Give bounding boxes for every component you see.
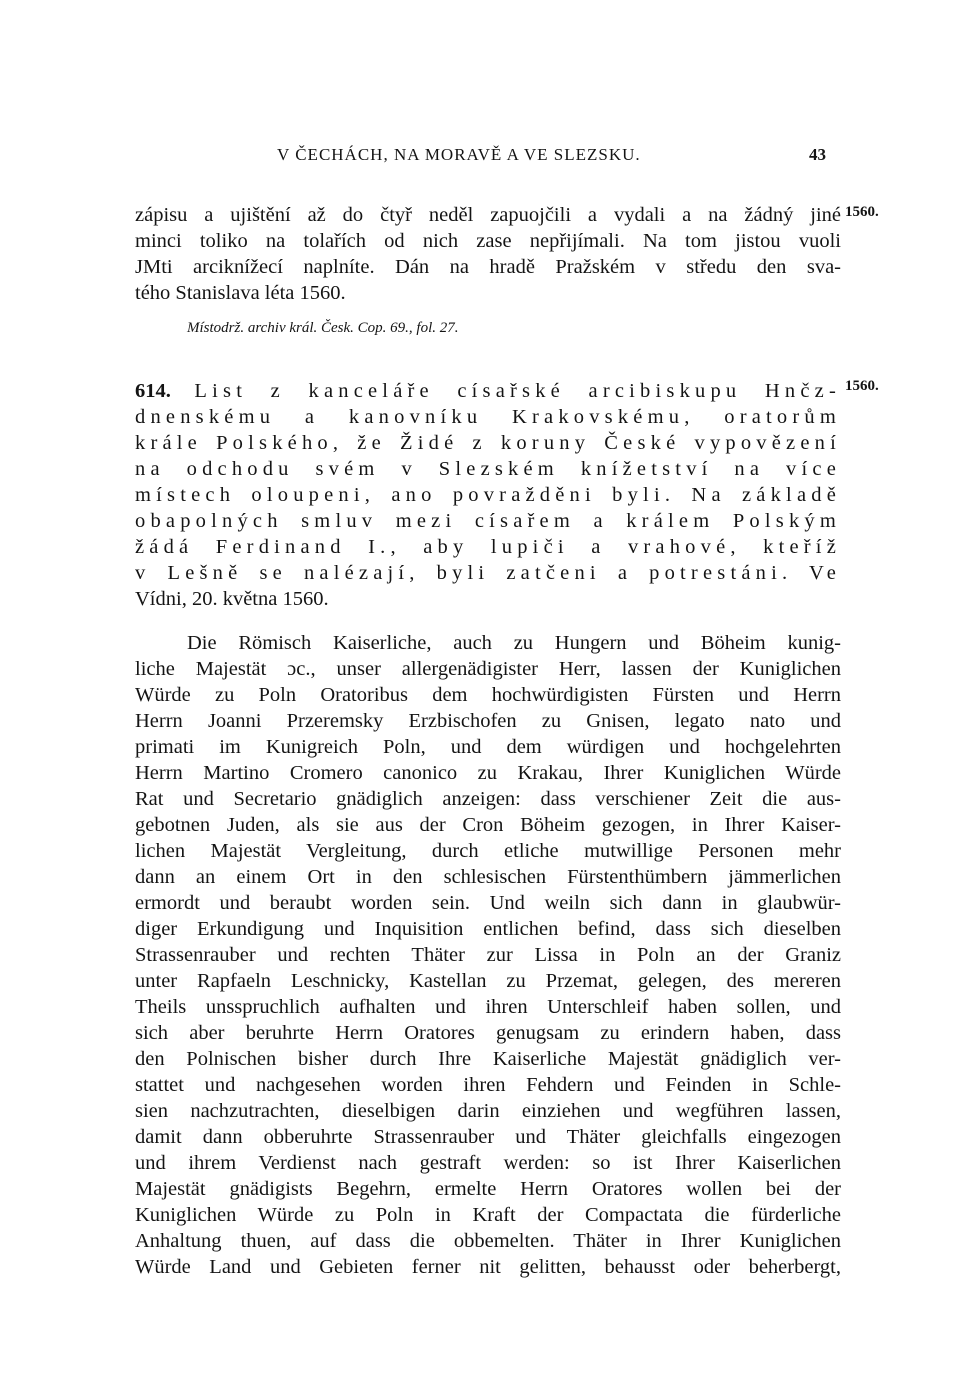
body-line: Die Römisch Kaiserliche, auch zu Hungern und Böheim kunig- bbox=[187, 632, 841, 654]
text-line: minci toliko na tolařích od nich zase nepřijímali. Na tom jistou vuoli bbox=[135, 230, 841, 252]
body-line: Majestät gnädigists Begehrn, ermelte Herrn Oratores wollen bei der bbox=[135, 1178, 841, 1200]
heading-line: žádá Ferdinand I., aby lupiči a vrahové, kteříž bbox=[135, 536, 841, 558]
page-number: 43 bbox=[809, 145, 826, 164]
body-line: den Polnischen bisher durch Ihre Kaiserliche Majestät gnädiglich ver- bbox=[135, 1048, 841, 1070]
body-line: lichen Majestät Vergleitung, durch etliche mutwillige Personen mehr bbox=[135, 840, 841, 862]
body-line: primati im Kunigreich Poln, und dem würdigen und hochgelehrten bbox=[135, 736, 841, 758]
heading-line: krále Polského, že Židé z koruny České vypovězení bbox=[135, 432, 841, 454]
body-line: dann an einem Ort in den schlesischen Fürstenthümbern jämmerlichen bbox=[135, 866, 841, 888]
heading-line: dnenskému a kanovníku Krakovskému, oratorům bbox=[135, 406, 841, 428]
heading-line: Vídni, 20. května 1560. bbox=[135, 588, 329, 610]
text-line: tého Stanislava léta 1560. bbox=[135, 282, 346, 304]
heading-line: obapolných smluv mezi císařem a králem Polským bbox=[135, 510, 841, 532]
heading-line: na odchodu svém v Slezském knížetství na více bbox=[135, 458, 841, 480]
body-line: liche Majestät ɔc., unser allergenädigister Herr, lassen der Kuniglichen bbox=[135, 658, 841, 680]
document-body bbox=[135, 630, 841, 1280]
body-line: gebotnen Juden, als sie aus der Cron Böheim gezogen, in Ihrer Kaiser- bbox=[135, 814, 841, 836]
archive-reference: Místodrž. archiv král. Česk. Cop. 69., fol. 27. bbox=[187, 320, 459, 336]
body-line: sich aber beruhrte Herrn Oratores genugsam zu erindern haben, dass bbox=[135, 1022, 841, 1044]
body-line: Rat und Secretario gnädiglich anzeigen: dass verschiener Zeit die aus- bbox=[135, 788, 841, 810]
body-line: diger Erkundigung und Inquisition entlichen befind, dass sich dieselben bbox=[135, 918, 841, 940]
heading-line: místech oloupeni, ano povražděni byli. Na základě bbox=[135, 484, 841, 506]
body-line: Theils unsspruchlich aufhalten und ihren Unterschleif haben sollen, und bbox=[135, 996, 841, 1018]
body-line: Herrn Martino Cromero canonico zu Krakau, Ihrer Kuniglichen Würde bbox=[135, 762, 841, 784]
body-line: Würde Land und Gebieten ferner nit gelitten, behausst oder beherbergt, bbox=[135, 1256, 841, 1278]
body-line: sien nachzutrachten, dieselbigen darin einziehen und wegführen lassen, bbox=[135, 1100, 841, 1122]
body-line: Kuniglichen Würde zu Poln in Kraft der Compactata die fürderliche bbox=[135, 1204, 841, 1226]
heading-line bbox=[135, 378, 841, 404]
running-title: V ČECHÁCH, NA MORAVĚ A VE SLEZSKU. bbox=[277, 145, 641, 164]
body-line: stattet und nachgesehen worden ihren Fehdern und Feinden in Schle- bbox=[135, 1074, 841, 1096]
heading-first-line-text: List z kanceláře císařské arcibiskupu Hnčz- bbox=[194, 380, 841, 402]
heading-line: v Lešně se nalézají, byli zatčeni a potrestáni. Ve bbox=[135, 562, 841, 584]
text-line: zápisu a ujištění až do čtyř neděl zapuojčili a vydali a na žádný jiné bbox=[135, 204, 841, 226]
body-line: damit dann obberuhrte Strassenrauber und Thäter gleichfalls eingezogen bbox=[135, 1126, 841, 1148]
body-line: Würde zu Poln Oratoribus dem hochwürdigisten Fürsten und Herrn bbox=[135, 684, 841, 706]
body-line: unter Rapfaeln Leschnicky, Kastellan zu Przemat, gelegen, des mereren bbox=[135, 970, 841, 992]
margin-year: 1560. bbox=[845, 204, 879, 220]
text-line: JMti arciknížecí naplníte. Dán na hradě Pražském v středu den sva- bbox=[135, 256, 841, 278]
top-paragraph bbox=[135, 202, 841, 306]
body-line: Strassenrauber und rechten Thäter zur Lissa in Poln an der Graniz bbox=[135, 944, 841, 966]
document-heading bbox=[135, 378, 841, 612]
margin-year: 1560. bbox=[845, 378, 879, 394]
body-line: und ihrem Verdienst nach gestraft werden: so ist Ihrer Kaiserlichen bbox=[135, 1152, 841, 1174]
document-number: 614. bbox=[135, 380, 171, 402]
running-header bbox=[0, 145, 960, 171]
body-line: Anhaltung thuen, auf dass die obbemelten. Thäter in Ihrer Kuniglichen bbox=[135, 1230, 841, 1252]
body-line: ermordt und beraubt worden sein. Und weiln sich dann in glaubwür- bbox=[135, 892, 841, 914]
body-line: Herrn Joanni Przeremsky Erzbischofen zu Gnisen, legato nato und bbox=[135, 710, 841, 732]
